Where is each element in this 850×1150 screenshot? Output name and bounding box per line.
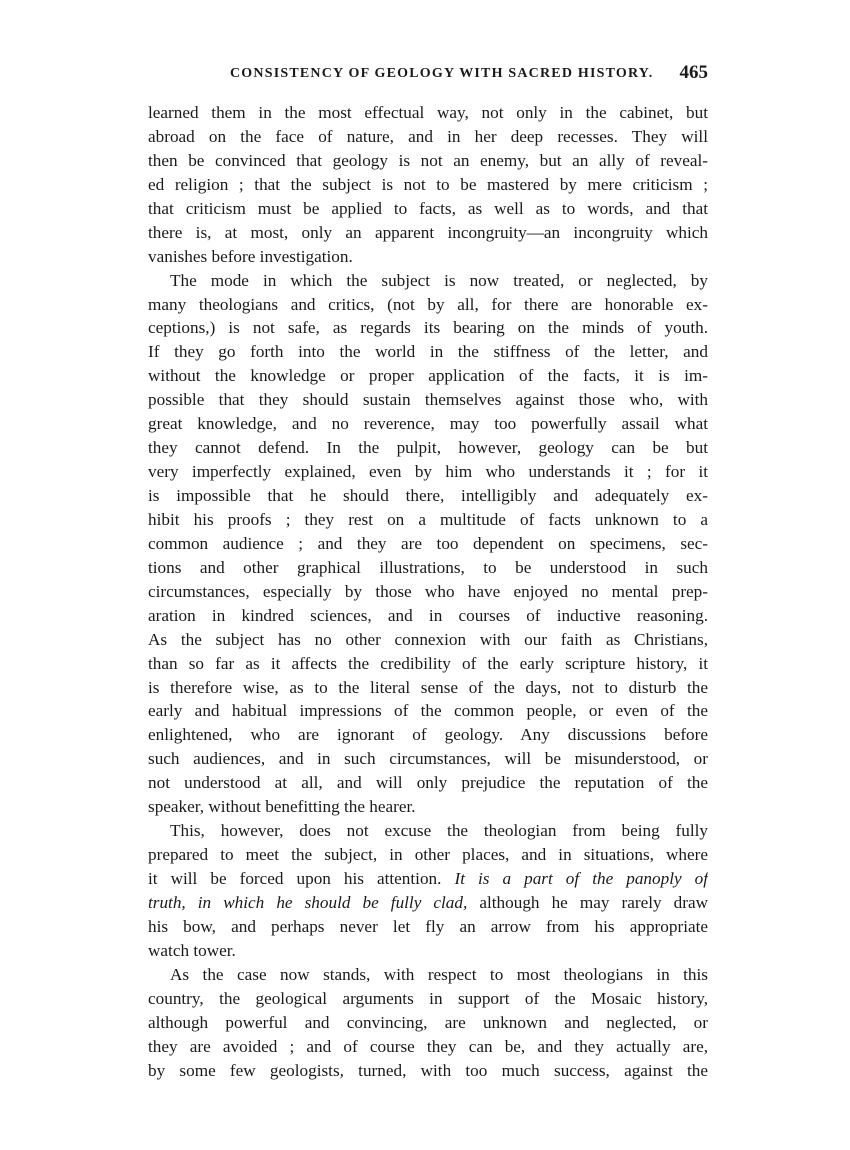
text-line: If they go forth into the world in the stiffness of the letter, and bbox=[148, 342, 708, 362]
text-line: they are avoided ; and of course they can be, and they actually are, bbox=[148, 1036, 708, 1056]
emphasis-text: truth, in which he should be fully clad, bbox=[148, 892, 468, 912]
text-line: watch tower. bbox=[148, 940, 236, 960]
running-head bbox=[148, 60, 708, 90]
text-line: although powerful and convincing, are unknown and neglected, or bbox=[148, 1012, 708, 1032]
paragraph-2 bbox=[148, 269, 708, 820]
text-line: his bow, and perhaps never let fly an arrow from his appropriate bbox=[148, 916, 708, 936]
text-line: learned them in the most effectual way, not only in the cabinet, but bbox=[148, 103, 708, 122]
text-line: they cannot defend. In the pulpit, however, geology can be but bbox=[148, 438, 708, 458]
text-line: by some few geologists, turned, with too much success, against the bbox=[148, 1060, 708, 1080]
text-line: This, however, does not excuse the theologian from being fully bbox=[170, 821, 708, 841]
paragraph-3 bbox=[148, 819, 708, 963]
text-line: ed religion ; that the subject is not to be mastered by mere criticism ; bbox=[148, 174, 708, 194]
text-line: aration in kindred sciences, and in courses of inductive reasoning. bbox=[148, 605, 708, 625]
text-line: is therefore wise, as to the literal sense of the days, not to disturb the bbox=[148, 677, 708, 697]
text-line: many theologians and critics, (not by all, for there are honorable ex- bbox=[148, 294, 708, 314]
text-line: great knowledge, and no reverence, may too powerfully assail what bbox=[148, 414, 708, 434]
text-line: As the case now stands, with respect to most theologians in this bbox=[170, 964, 708, 984]
paragraph-1 bbox=[148, 101, 708, 269]
text-line: enlightened, who are ignorant of geology. Any discussions before bbox=[148, 725, 708, 745]
text-line: ceptions,) is not safe, as regards its bearing on the minds of youth. bbox=[148, 318, 708, 338]
text-line: circumstances, especially by those who have enjoyed no mental prep- bbox=[148, 581, 708, 601]
line-segment: it will be forced upon his attention. bbox=[148, 869, 442, 888]
text-line: not understood at all, and will only prejudice the reputation of the bbox=[148, 773, 708, 793]
text-line: then be convinced that geology is not an enemy, but an ally of reveal- bbox=[148, 150, 708, 170]
text-line: As the subject has no other connexion with our faith as Christians, bbox=[148, 629, 708, 649]
text-line: very imperfectly explained, even by him who understands it ; for it bbox=[148, 462, 708, 482]
text-line: The mode in which the subject is now treated, or neglected, by bbox=[170, 270, 708, 290]
body-text bbox=[148, 101, 708, 1082]
text-line: hibit his proofs ; they rest on a multitude of facts unknown to a bbox=[148, 509, 708, 529]
text-line: common audience ; and they are too dependent on specimens, sec- bbox=[148, 533, 708, 553]
text-line: possible that they should sustain themselves against those who, with bbox=[148, 390, 708, 410]
text-line: speaker, without benefitting the hearer. bbox=[148, 797, 416, 817]
text-line: than so far as it affects the credibility of the early scripture history, it bbox=[148, 653, 708, 673]
text-line: tions and other graphical illustrations, to be understood in such bbox=[148, 557, 708, 577]
text-line bbox=[148, 891, 708, 915]
running-title: CONSISTENCY OF GEOLOGY WITH SACRED HISTORY. bbox=[230, 66, 654, 81]
text-line: there is, at most, only an apparent incongruity—an incongruity which bbox=[148, 222, 708, 242]
text-line: such audiences, and in such circumstances, will be misunderstood, or bbox=[148, 749, 708, 769]
text-line: prepared to meet the subject, in other places, and in situations, where bbox=[148, 845, 708, 865]
text-line bbox=[148, 867, 708, 891]
line-segment: although he may rarely draw bbox=[479, 892, 708, 912]
emphasis-text: It is a part of the panoply of bbox=[454, 869, 708, 888]
text-line: abroad on the face of nature, and in her deep recesses. They will bbox=[148, 126, 708, 146]
text-line: is impossible that he should there, intelligibly and adequately ex- bbox=[148, 486, 708, 505]
page-number: 465 bbox=[679, 62, 708, 83]
text-line: without the knowledge or proper application of the facts, it is im- bbox=[148, 366, 708, 386]
text-line: early and habitual impressions of the common people, or even of the bbox=[148, 701, 708, 721]
text-line: that criticism must be applied to facts, as well as to words, and that bbox=[148, 198, 708, 218]
text-line: vanishes before investigation. bbox=[148, 246, 353, 266]
paragraph-4 bbox=[148, 963, 708, 1083]
text-line: country, the geological arguments in support of the Mosaic history, bbox=[148, 988, 708, 1008]
